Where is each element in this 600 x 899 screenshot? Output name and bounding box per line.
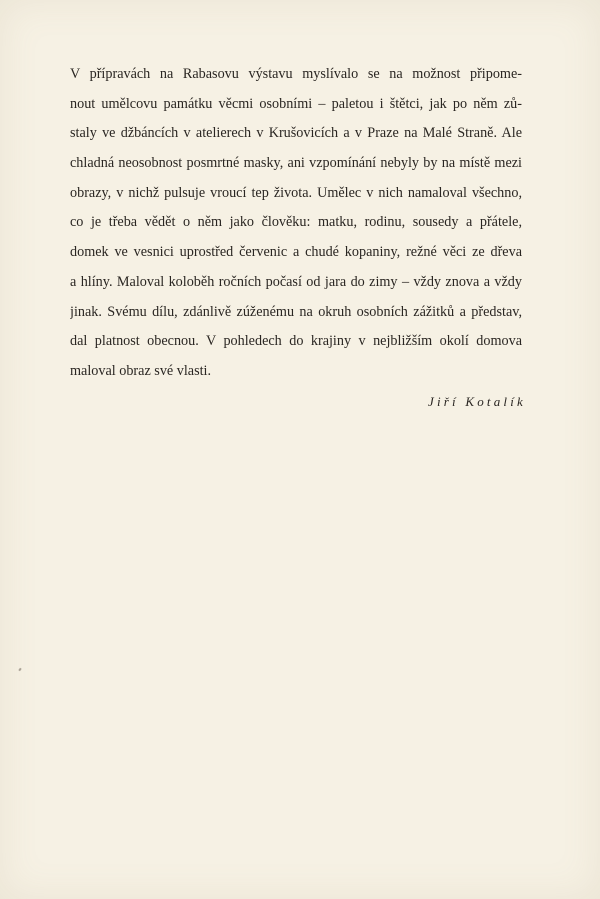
paragraph-line: co je třeba vědět o něm jako člověku: matku, rodinu, sousedy a přátele,: [70, 214, 522, 231]
paragraph-line: nout umělcovu památku věcmi osobními – paletou i štětci, jak po něm zů-: [70, 95, 522, 112]
paragraph-line: domek ve vesnici uprostřed červenic a chudé kopaniny, režné věci ze dřeva: [70, 244, 522, 261]
paragraph-line: jinak. Svému dílu, zdánlivě zúženému na okruh osobních zážitků a představ,: [70, 303, 522, 320]
paragraph-line: a hlíny. Maloval koloběh ročních počasí od jara do zimy – vždy znova a vždy: [70, 273, 522, 290]
paragraph-line: V přípravách na Rabasovu výstavu myslívalo se na možnost připome-: [70, 66, 522, 82]
author-signature: Jiří Kotalík: [428, 394, 526, 409]
paragraph-line: chladná neosobnost posmrtné masky, ani vzpomínání nebyly by na místě mezi: [70, 155, 522, 172]
body-paragraph: [70, 60, 522, 387]
paragraph-line: obrazy, v nichž pulsuje vroucí tep života. Umělec v nich namaloval všechno,: [70, 184, 522, 201]
paragraph-line: dal platnost obecnou. V pohledech do krajiny v nejbližším okolí domova: [70, 333, 522, 350]
paper-speck: [18, 668, 21, 672]
paragraph-line-last: maloval obraz své vlasti.: [70, 362, 212, 379]
paragraph-line: staly ve džbáncích v atelierech v Krušovicích a v Praze na Malé Straně. Ale: [70, 125, 522, 142]
